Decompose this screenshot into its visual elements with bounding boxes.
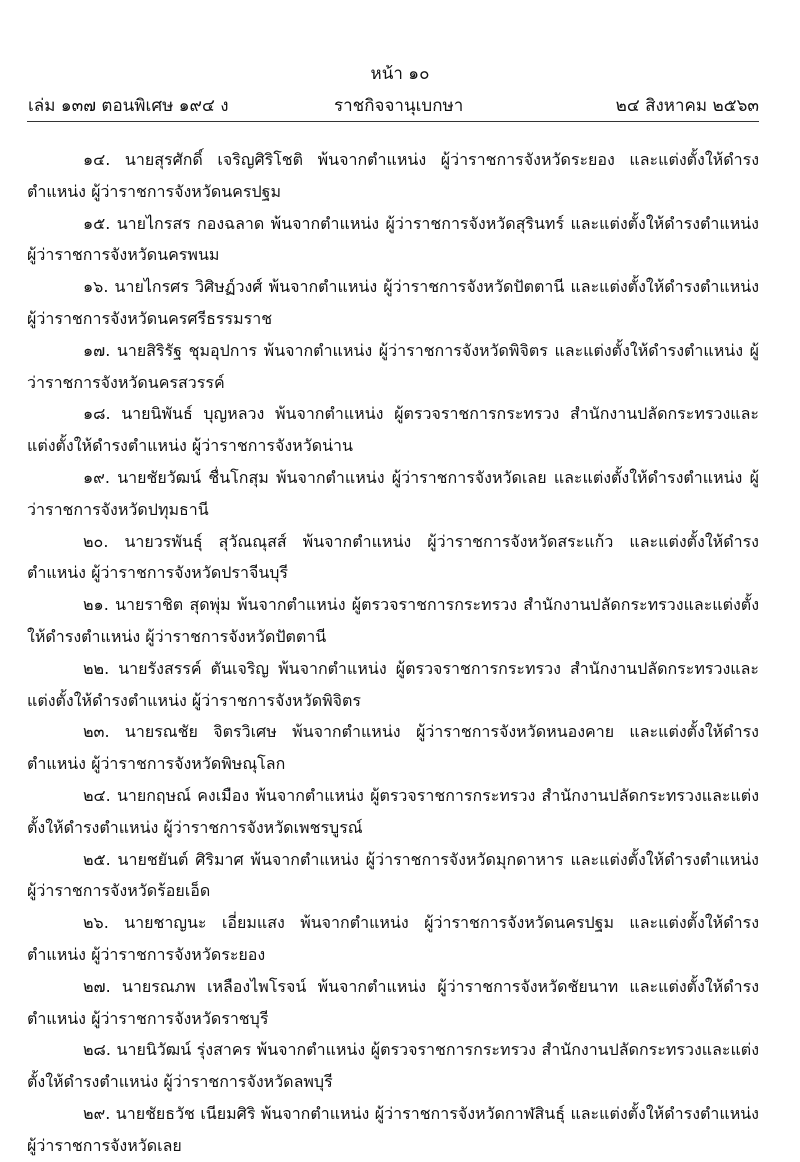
volume-issue: เล่ม ๑๓๗ ตอนพิเศษ ๑๙๔ ง xyxy=(28,96,229,116)
appointment-entry: ๑๘. นายนิพันธ์ บุญหลวง พ้นจากตำแหน่ง ผู้ตรวจราชการกระทรวง สำนักงานปลัดกระทรวงและแต่งตั้งให้ดำรงตำแหน่ง ผู้ว่าราชการจังหวัดน่าน xyxy=(27,404,759,456)
appointment-entry: ๒๗. นายรณภพ เหลืองไพโรจน์ พ้นจากตำแหน่ง ผู้ว่าราชการจังหวัดชัยนาท และแต่งตั้งให้ดำรงตำแหน่ง ผู้ว่าราชการจังหวัดราชบุรี xyxy=(27,976,759,1028)
appointment-entry: ๒๙. นายชัยธวัช เนียมศิริ พ้นจากตำแหน่ง ผู้ว่าราชการจังหวัดกาฬสินธุ์ และแต่งตั้งให้ดำรงตำแหน่ง ผู้ว่าราชการจังหวัดเลย xyxy=(27,1103,759,1155)
appointment-entry: ๒๑. นายราชิต สุดพุ่ม พ้นจากตำแหน่ง ผู้ตรวจราชการกระทรวง สำนักงานปลัดกระทรวงและแต่งตั้งให้ดำรงตำแหน่ง ผู้ว่าราชการจังหวัดปัตตานี xyxy=(27,595,759,646)
appointment-entry: ๒๖. นายชาญนะ เอี่ยมแสง พ้นจากตำแหน่ง ผู้ว่าราชการจังหวัดนครปฐม และแต่งตั้งให้ดำรงตำแหน่ง ผู้ว่าราชการจังหวัดระยอง xyxy=(27,913,759,964)
appointment-entry: ๒๐. นายวรพันธุ์ สุวัณณุสส์ พ้นจากตำแหน่ง ผู้ว่าราชการจังหวัดสระแก้ว และแต่งตั้งให้ดำรงตำแหน่ง ผู้ว่าราชการจังหวัดปราจีนบุรี xyxy=(27,531,759,583)
header-divider xyxy=(27,121,759,122)
running-header xyxy=(28,94,759,120)
appointment-entry: ๑๗. นายสิริรัฐ ชุมอุปการ พ้นจากตำแหน่ง ผู้ว่าราชการจังหวัดพิจิตร และแต่งตั้งให้ดำรงตำแหน่ง ผู้ว่าราชการจังหวัดนครสวรรค์ xyxy=(27,340,759,392)
appointment-entry: ๒๒. นายรังสรรค์ ตันเจริญ พ้นจากตำแหน่ง ผู้ตรวจราชการกระทรวง สำนักงานปลัดกระทรวงและแต่งตั้งให้ดำรงตำแหน่ง ผู้ว่าราชการจังหวัดพิจิตร xyxy=(27,658,759,710)
appointment-entry: ๑๔. นายสุรศักดิ์ เจริญศิริโชติ พ้นจากตำแหน่ง ผู้ว่าราชการจังหวัดระยอง และแต่งตั้งให้ดำรงตำแหน่ง ผู้ว่าราชการจังหวัดนครปฐม xyxy=(27,150,759,201)
publication-date: ๒๔ สิงหาคม ๒๕๖๓ xyxy=(615,96,759,116)
page-number: หน้า ๑๐ xyxy=(370,64,430,84)
publication-name: ราชกิจจานุเบกษา xyxy=(334,96,464,116)
appointment-list xyxy=(27,144,759,1162)
appointment-entry: ๒๘. นายนิวัฒน์ รุ่งสาคร พ้นจากตำแหน่ง ผู้ตรวจราชการกระทรวง สำนักงานปลัดกระทรวงและแต่งตั้งให้ดำรงตำแหน่ง ผู้ว่าราชการจังหวัดลพบุรี xyxy=(27,1040,759,1092)
appointment-entry: ๒๓. นายรณชัย จิตรวิเศษ พ้นจากตำแหน่ง ผู้ว่าราชการจังหวัดหนองคาย และแต่งตั้งให้ดำรงตำแหน่ง ผู้ว่าราชการจังหวัดพิษณุโลก xyxy=(27,722,759,774)
appointment-entry: ๒๔. นายกฤษณ์ คงเมือง พ้นจากตำแหน่ง ผู้ตรวจราชการกระทรวง สำนักงานปลัดกระทรวงและแต่งตั้งให้ดำรงตำแหน่ง ผู้ว่าราชการจังหวัดเพชรบูรณ์ xyxy=(27,785,759,837)
appointment-entry: ๑๖. นายไกรศร วิศิษฏ์วงศ์ พ้นจากตำแหน่ง ผู้ว่าราชการจังหวัดปัตตานี และแต่งตั้งให้ดำรงตำแหน่ง ผู้ว่าราชการจังหวัดนครศรีธรรมราช xyxy=(27,277,759,328)
appointment-entry: ๑๕. นายไกรสร กองฉลาด พ้นจากตำแหน่ง ผู้ว่าราชการจังหวัดสุรินทร์ และแต่งตั้งให้ดำรงตำแหน่ง ผู้ว่าราชการจังหวัดนครพนม xyxy=(27,213,759,265)
appointment-entry: ๑๙. นายชัยวัฒน์ ชื่นโกสุม พ้นจากตำแหน่ง ผู้ว่าราชการจังหวัดเลย และแต่งตั้งให้ดำรงตำแหน่ง ผู้ว่าราชการจังหวัดปทุมธานี xyxy=(27,467,759,519)
appointment-entry: ๒๕. นายชยันต์ ศิริมาศ พ้นจากตำแหน่ง ผู้ว่าราชการจังหวัดมุกดาหาร และแต่งตั้งให้ดำรงตำแหน่ง ผู้ว่าราชการจังหวัดร้อยเอ็ด xyxy=(27,849,759,901)
